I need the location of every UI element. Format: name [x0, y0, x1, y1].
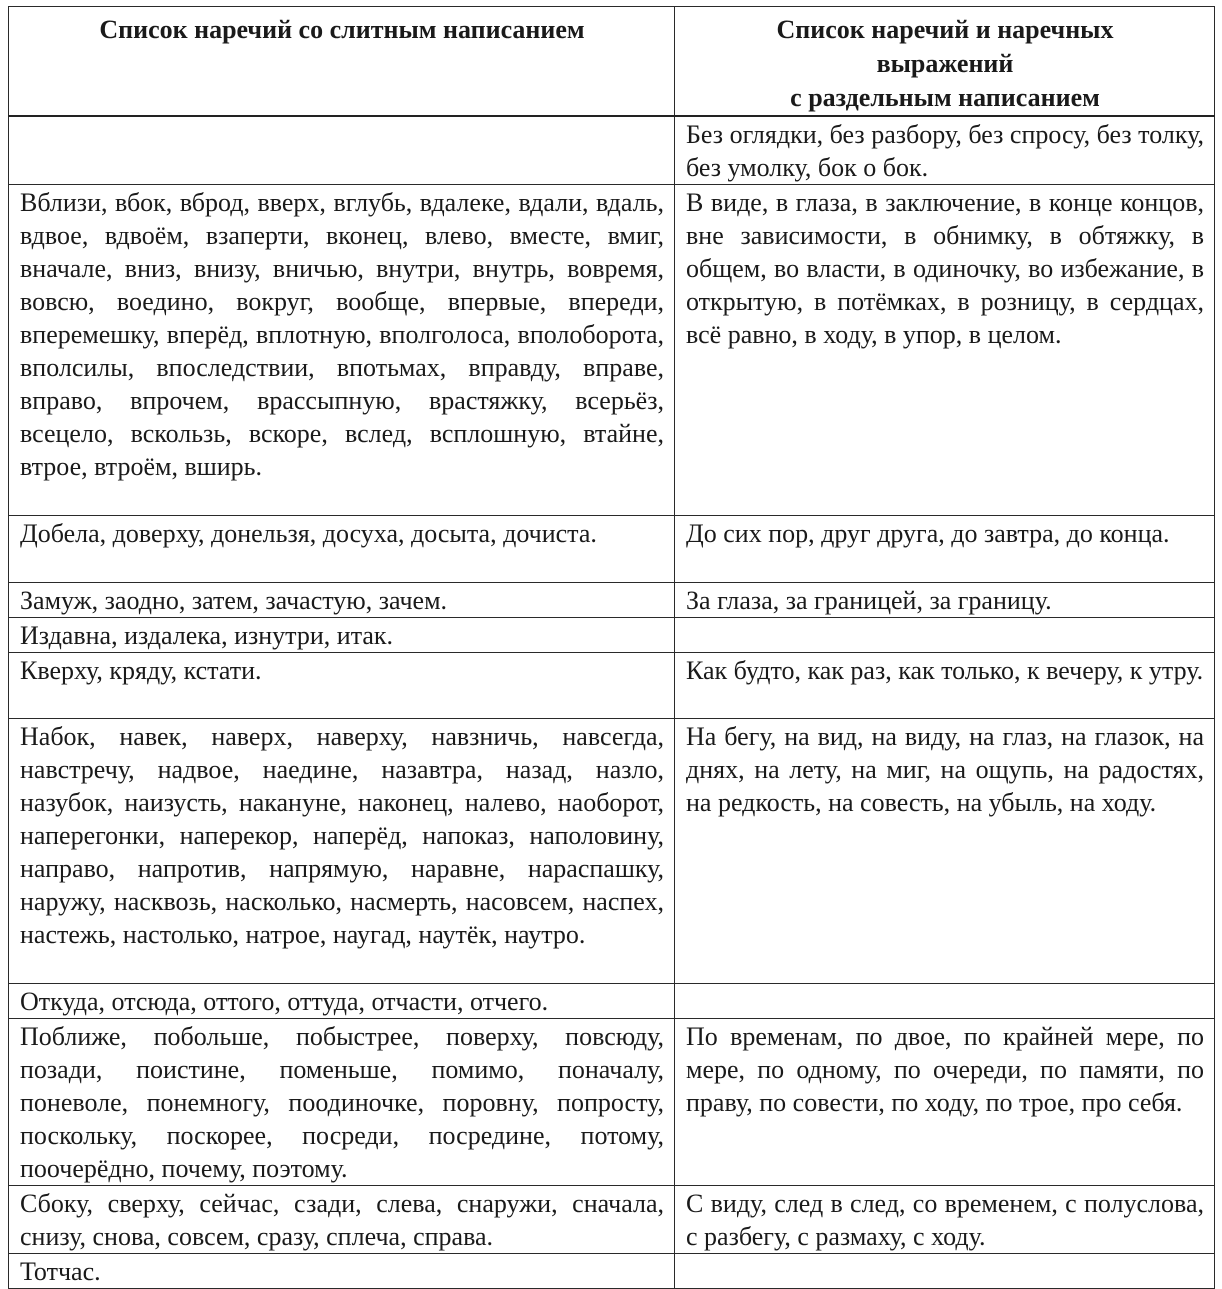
merged-adverbs-cell: [9, 116, 675, 185]
table-row: [9, 618, 1215, 653]
table-row: [9, 653, 1215, 719]
table-row: [9, 583, 1215, 618]
separate-adverbs-cell: На бегу, на вид, на виду, на глаз, на глазок, на днях, на лету, на миг, на ощупь, на радостях, на редкость, на совесть, на убыль, на ходу.: [675, 719, 1215, 984]
separate-adverbs-cell: [675, 984, 1215, 1019]
merged-adverbs-cell: Откуда, отсюда, оттого, оттуда, отчасти, отчего.: [9, 984, 675, 1019]
merged-adverbs-cell: Добела, доверху, донельзя, досуха, досыта, дочиста.: [9, 516, 675, 583]
header-line: выражений: [876, 49, 1014, 78]
table-row: [9, 1186, 1215, 1254]
separate-adverbs-cell: [675, 618, 1215, 653]
separate-adverbs-cell: За глаза, за границей, за границу.: [675, 583, 1215, 618]
table-row: [9, 1254, 1215, 1289]
separate-adverbs-cell: По временам, по двое, по крайней мере, по мере, по одному, по очереди, по памяти, по праву, по совести, по ходу, по трое, про себя.: [675, 1019, 1215, 1186]
merged-adverbs-cell: Поближе, побольше, побыстрее, поверху, повсюду, позади, поистине, поменьше, помимо, поначалу, поневоле, понемногу, поодиночке, поровну, попросту, поскольку, поскорее, посреди, посредине, потому, поочерёдно, почему, поэтому.: [9, 1019, 675, 1186]
header-separate-spelling: [675, 7, 1215, 117]
merged-adverbs-cell: Вблизи, вбок, вброд, вверх, вглубь, вдалеке, вдали, вдаль, вдвое, вдвоём, взаперти, вконец, влево, вместе, вмиг, вначале, вниз, внизу, вничью, внутри, внутрь, вовремя, вовсю, воедино, вокруг, вообще, впервые, впереди, вперемешку, вперёд, вплотную, вполголоса, вполоборота, вполсилы, впоследствии, впотьмах, вправду, вправе, вправо, впрочем, врассыпную, врастяжку, всерьёз, всецело, вскользь, вскоре, вслед, всплошную, втайне, втрое, втроём, вширь.: [9, 185, 675, 516]
table-row: [9, 116, 1215, 185]
merged-adverbs-cell: Тотчас.: [9, 1254, 675, 1289]
header-row: [9, 7, 1215, 117]
header-line: Список наречий и наречных: [776, 15, 1114, 44]
separate-adverbs-cell: В виде, в глаза, в заключение, в конце концов, вне зависимости, в обнимку, в обтяжку, в общем, во власти, в одиночку, во избежание, в открытую, в потёмках, в розницу, в сердцах, всё равно, в ходу, в упор, в целом.: [675, 185, 1215, 516]
header-merged-spelling: Список наречий со слитным написанием: [9, 7, 675, 117]
separate-adverbs-cell: До сих пор, друг друга, до завтра, до конца.: [675, 516, 1215, 583]
header-line: с раздельным написанием: [790, 83, 1100, 112]
separate-adverbs-cell: Без оглядки, без разбору, без спросу, без толку, без умолку, бок о бок.: [675, 116, 1215, 185]
separate-adverbs-cell: Как будто, как раз, как только, к вечеру, к утру.: [675, 653, 1215, 719]
merged-adverbs-cell: Кверху, кряду, кстати.: [9, 653, 675, 719]
table-row: [9, 719, 1215, 984]
table-row: [9, 1019, 1215, 1186]
adverbs-spelling-table: [8, 6, 1215, 1289]
merged-adverbs-cell: Сбоку, сверху, сейчас, сзади, слева, снаружи, сначала, снизу, снова, совсем, сразу, сплеча, справа.: [9, 1186, 675, 1254]
merged-adverbs-cell: Набок, навек, наверх, наверху, навзничь, навсегда, навстречу, надвое, наедине, назавтра, назад, назло, назубок, наизусть, накануне, наконец, налево, наоборот, наперегонки, наперекор, наперёд, напоказ, наполовину, направо, напротив, напрямую, наравне, нараспашку, наружу, насквозь, насколько, насмерть, насовсем, наспех, настежь, настолько, натрое, наугад, наутёк, наутро.: [9, 719, 675, 984]
separate-adverbs-cell: [675, 1254, 1215, 1289]
table-row: [9, 516, 1215, 583]
table-row: [9, 185, 1215, 516]
merged-adverbs-cell: Замуж, заодно, затем, зачастую, зачем.: [9, 583, 675, 618]
merged-adverbs-cell: Издавна, издалека, изнутри, итак.: [9, 618, 675, 653]
table-row: [9, 984, 1215, 1019]
separate-adverbs-cell: С виду, след в след, со временем, с полуслова, с разбегу, с размаху, с ходу.: [675, 1186, 1215, 1254]
